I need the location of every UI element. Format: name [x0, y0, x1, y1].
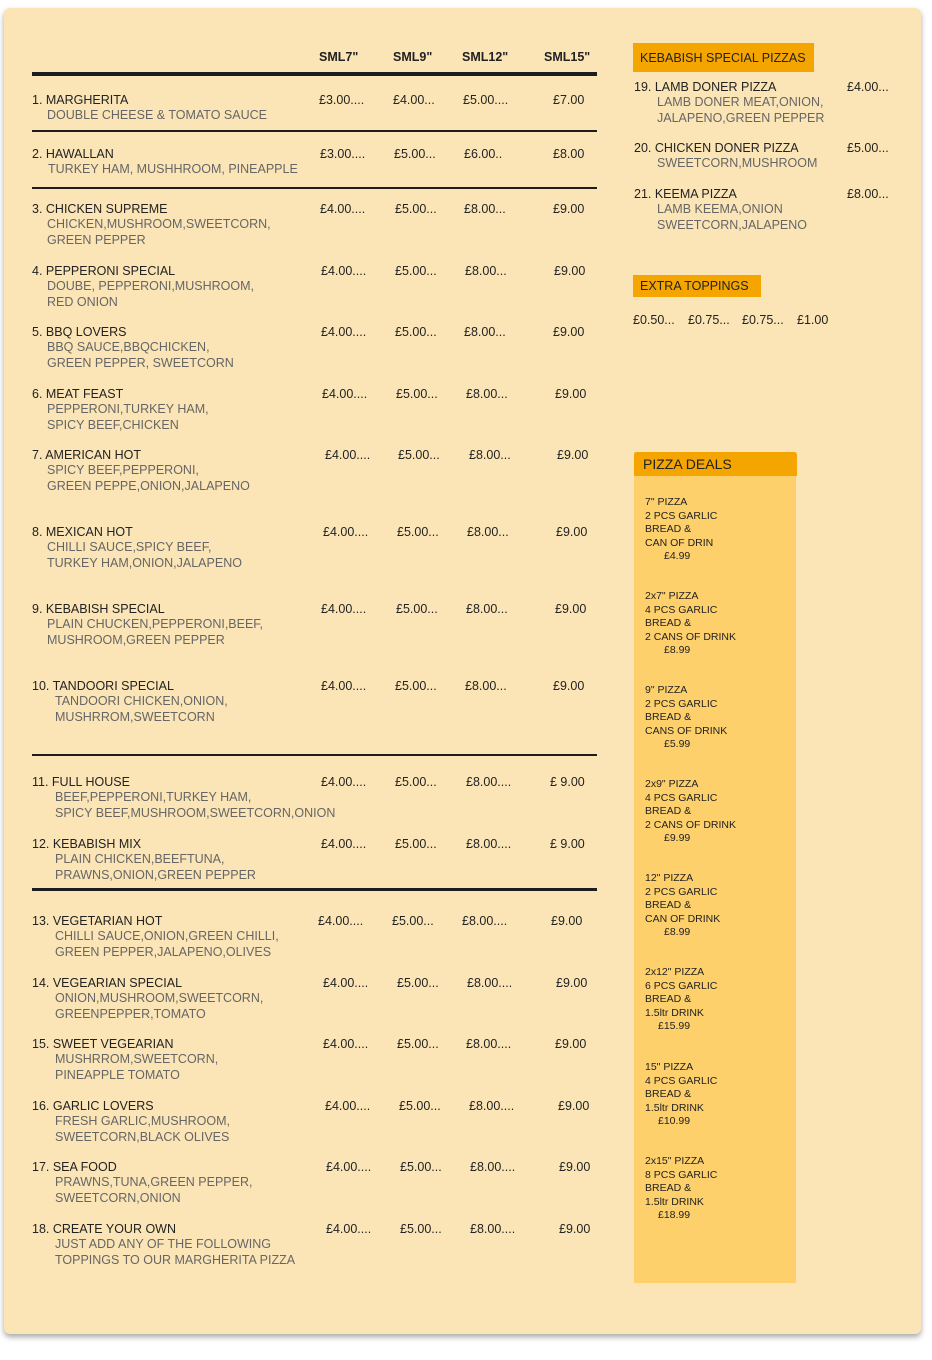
pizza-price: £4.00...	[393, 93, 435, 107]
deal-line: BREAD &	[645, 899, 692, 911]
pizza-price: £4.00....	[321, 837, 367, 851]
pizza-price: £8.00....	[466, 1037, 512, 1051]
pizza-price: £9.00	[559, 1222, 591, 1236]
pizza-description: SPICY BEEF,CHICKEN	[47, 417, 179, 432]
deal-price: £8.99	[664, 926, 691, 938]
pizza-name: 9. KEBABISH SPECIAL	[32, 602, 165, 616]
kebabish-pizza-name: 19. LAMB DONER PIZZA	[634, 80, 777, 94]
kebabish-pizza-price: £5.00...	[847, 141, 889, 155]
pizza-price: £4.00....	[321, 679, 367, 693]
deal-line: BREAD &	[645, 1182, 692, 1194]
deal-price: £4.99	[664, 550, 691, 562]
deal-line: BREAD &	[645, 805, 692, 817]
deal-line: 4 PCS GARLIC	[645, 603, 718, 616]
pizza-price: £8.00....	[467, 976, 513, 990]
deal-price: £8.99	[664, 644, 691, 656]
pizza-price: £5.00...	[395, 264, 437, 278]
deal-line: 8 PCS GARLIC	[645, 1168, 718, 1181]
pizza-name: 14. VEGEARIAN SPECIAL	[32, 976, 183, 990]
pizza-price: £5.00...	[397, 1037, 439, 1051]
extra-topping-price: £1.00	[797, 313, 829, 327]
kebabish-pizza-price: £8.00...	[847, 187, 889, 201]
pizza-description: SPICY BEEF,MUSHROOM,SWEETCORN,ONION	[55, 805, 336, 820]
pizza-deals-heading: PIZZA DEALS	[634, 452, 797, 476]
pizza-price: £8.00....	[466, 775, 512, 789]
deal-line: 2 PCS GARLIC	[645, 885, 718, 898]
pizza-description: PINEAPPLE TOMATO	[55, 1067, 180, 1082]
pizza-price: £8.00....	[466, 837, 512, 851]
column-header-sml15: SML15"	[544, 50, 591, 64]
deal-item	[645, 496, 717, 564]
deal-line: 2x15" PIZZA	[645, 1155, 705, 1167]
pizza-price: £4.00....	[323, 976, 369, 990]
pizza-name: 10. TANDOORI SPECIAL	[32, 679, 174, 693]
pizza-price: £5.00...	[396, 387, 438, 401]
pizza-price: £4.00....	[321, 602, 367, 616]
pizza-price: £9.00	[553, 202, 585, 216]
pizza-price: £4.00....	[321, 264, 367, 278]
pizza-price: £5.00...	[397, 976, 439, 990]
pizza-price: £9.00	[553, 679, 585, 693]
deal-item	[645, 1155, 717, 1223]
pizza-price: £5.00...	[400, 1160, 442, 1174]
pizza-price: £5.00...	[395, 837, 437, 851]
pizza-description: SWEETCORN,BLACK OLIVES	[55, 1129, 230, 1144]
pizza-price: £4.00....	[325, 1099, 371, 1113]
pizza-price: £5.00...	[395, 679, 437, 693]
deal-price: £5.99	[664, 738, 691, 750]
pizza-price: £4.00....	[326, 1160, 372, 1174]
pizza-name: 12. KEBABISH MIX	[32, 837, 142, 851]
kebabish-pizza-name: 20. CHICKEN DONER PIZZA	[634, 141, 799, 155]
deal-line: 2 PCS GARLIC	[645, 697, 718, 710]
kebabish-pizza-description: SWEETCORN,MUSHROOM	[657, 156, 818, 170]
deal-price: £10.99	[658, 1115, 691, 1127]
pizza-description: MUSHRROM,SWEETCORN,	[55, 1052, 219, 1066]
pizza-price: £4.00....	[320, 202, 366, 216]
pizza-price: £5.00...	[399, 1099, 441, 1113]
pizza-price: £4.00....	[321, 775, 367, 789]
pizza-description: FRESH GARLIC,MUSHROOM,	[55, 1114, 231, 1128]
deal-line: BREAD &	[645, 711, 692, 723]
pizza-description: TURKEY HAM, MUSHHROOM, PINEAPPLE	[48, 162, 298, 176]
deal-line: 6 PCS GARLIC	[645, 979, 718, 992]
kebabish-special-heading: KEBABISH SPECIAL PIZZAS	[633, 43, 814, 72]
pizza-description: ONION,MUSHROOM,SWEETCORN,	[55, 991, 264, 1005]
deal-price: £18.99	[658, 1209, 691, 1221]
pizza-price: £8.00...	[464, 325, 506, 339]
pizza-name: 11. FULL HOUSE	[32, 775, 130, 789]
pizza-price: £8.00...	[465, 264, 507, 278]
pizza-description: CHICKEN,MUSHROOM,SWEETCORN,	[47, 217, 271, 231]
pizza-price: £3.00....	[320, 147, 366, 161]
pizza-name: 13. VEGETARIAN HOT	[32, 914, 163, 928]
extra-toppings-heading: EXTRA TOPPINGS	[633, 275, 761, 297]
pizza-name: 18. CREATE YOUR OWN	[32, 1222, 177, 1236]
pizza-price: £ 9.00	[550, 775, 585, 789]
pizza-price: £8.00...	[466, 387, 508, 401]
pizza-price: £4.00....	[318, 914, 364, 928]
pizza-name: 3. CHICKEN SUPREME	[32, 202, 168, 216]
pizza-price: £4.00....	[322, 387, 368, 401]
pizza-description: GREEN PEPPER,JALAPENO,OLIVES	[55, 944, 272, 959]
kebabish-pizza-description: LAMB KEEMA,ONION	[657, 202, 783, 216]
deal-line: BREAD &	[645, 993, 692, 1005]
section-divider	[32, 754, 597, 756]
pizza-price: £9.00	[557, 448, 589, 462]
pizza-description: DOUBLE CHEESE & TOMATO SAUCE	[47, 108, 267, 122]
pizza-price: £9.00	[551, 914, 583, 928]
pizza-name: 1. MARGHERITA	[32, 93, 129, 107]
extra-topping-price: £0.50...	[633, 313, 675, 327]
kebabish-pizza-price: £4.00...	[847, 80, 889, 94]
pizza-description: MUSHROOM,GREEN PEPPER	[47, 632, 225, 647]
pizza-name: 2. HAWALLAN	[32, 147, 114, 161]
deal-item	[645, 590, 736, 658]
deal-line: CAN OF DRIN	[645, 536, 714, 549]
pizza-description: CHILLI SAUCE,SPICY BEEF,	[47, 540, 212, 554]
deal-line: 15" PIZZA	[645, 1061, 694, 1073]
pizza-description: PRAWNS,TUNA,GREEN PEPPER,	[55, 1175, 253, 1189]
pizza-price: £7.00	[553, 93, 585, 107]
pizza-price: £5.00....	[463, 93, 509, 107]
kebabish-pizza-description: SWEETCORN,JALAPENO	[657, 217, 808, 232]
extra-topping-price: £0.75...	[742, 313, 784, 327]
deal-line: 7" PIZZA	[645, 496, 688, 508]
deal-line: 2x7" PIZZA	[645, 590, 699, 602]
pizza-price: £5.00...	[397, 525, 439, 539]
pizza-price: £9.00	[555, 602, 587, 616]
pizza-price: £9.00	[555, 1037, 587, 1051]
deal-item	[645, 872, 720, 940]
pizza-price: £8.00...	[469, 448, 511, 462]
deal-line: 1.5ltr DRINK	[645, 1006, 704, 1019]
pizza-description: TURKEY HAM,ONION,JALAPENO	[47, 555, 242, 570]
pizza-description: BBQ SAUCE,BBQCHICKEN,	[47, 340, 210, 354]
pizza-price: £8.00...	[466, 602, 508, 616]
pizza-price: £5.00...	[392, 914, 434, 928]
pizza-price: £8.00	[553, 147, 585, 161]
pizza-price: £8.00....	[469, 1099, 515, 1113]
pizza-description: RED ONION	[47, 294, 118, 309]
pizza-price: £8.00....	[470, 1160, 516, 1174]
deal-line: CAN OF DRINK	[645, 912, 721, 925]
pizza-description: PRAWNS,ONION,GREEN PEPPER	[55, 867, 256, 882]
pizza-price: £9.00	[556, 976, 588, 990]
pizza-name: 8. MEXICAN HOT	[32, 525, 133, 539]
deal-line: 2 CANS OF DRINK	[645, 818, 737, 831]
header-divider	[32, 72, 597, 76]
pizza-price: £6.00..	[464, 147, 503, 161]
pizza-price: £4.00....	[326, 1222, 372, 1236]
pizza-description: JUST ADD ANY OF THE FOLLOWING	[55, 1237, 272, 1251]
pizza-price: £4.00....	[323, 1037, 369, 1051]
pizza-description: SWEETCORN,ONION	[55, 1190, 181, 1205]
pizza-name: 15. SWEET VEGEARIAN	[32, 1037, 174, 1051]
deal-item	[645, 966, 717, 1034]
pizza-name: 17. SEA FOOD	[32, 1160, 117, 1174]
pizza-description: CHILLI SAUCE,ONION,GREEN CHILLI,	[55, 929, 279, 943]
deal-line: 12" PIZZA	[645, 872, 694, 884]
deal-line: 2 CANS OF DRINK	[645, 630, 737, 643]
pizza-price: £8.00...	[465, 679, 507, 693]
extra-topping-price: £0.75...	[688, 313, 730, 327]
pizza-description: SPICY BEEF,PEPPERONI,	[47, 463, 199, 477]
pizza-name: 7. AMERICAN HOT	[32, 448, 142, 462]
pizza-price: £5.00...	[398, 448, 440, 462]
pizza-price: £9.00	[554, 264, 586, 278]
deal-line: 4 PCS GARLIC	[645, 1074, 718, 1087]
pizza-description: MUSHRROM,SWEETCORN	[55, 709, 215, 724]
pizza-price: £ 9.00	[550, 837, 585, 851]
pizza-name: 4. PEPPERONI SPECIAL	[32, 264, 176, 278]
pizza-price: £8.00...	[464, 202, 506, 216]
deal-price: £9.99	[664, 832, 691, 844]
pizza-price: £8.00....	[470, 1222, 516, 1236]
kebabish-pizza-description: LAMB DONER MEAT,ONION,	[657, 95, 824, 109]
pizza-description: TANDOORI CHICKEN,ONION,	[55, 694, 228, 708]
deal-item	[645, 684, 727, 752]
pizza-description: BEEF,PEPPERONI,TURKEY HAM,	[55, 790, 252, 804]
section-divider	[32, 130, 597, 132]
pizza-description: PLAIN CHUCKEN,PEPPERONI,BEEF,	[47, 617, 264, 631]
column-header-sml12: SML12"	[462, 50, 509, 64]
pizza-description: PLAIN CHICKEN,BEEFTUNA,	[55, 852, 225, 866]
pizza-price: £5.00...	[395, 202, 437, 216]
pizza-description: GREEN PEPPER	[47, 232, 146, 247]
pizza-price: £8.00...	[467, 525, 509, 539]
pizza-price: £5.00...	[394, 147, 436, 161]
pizza-price: £4.00....	[323, 525, 369, 539]
pizza-price: £5.00...	[395, 775, 437, 789]
pizza-price: £9.00	[555, 387, 587, 401]
pizza-price: £9.00	[559, 1160, 591, 1174]
kebabish-pizza-name: 21. KEEMA PIZZA	[634, 187, 737, 201]
pizza-description: TOPPINGS TO OUR MARGHERITA PIZZA	[55, 1252, 296, 1267]
pizza-name: 5. BBQ LOVERS	[32, 325, 127, 339]
deal-line: 4 PCS GARLIC	[645, 791, 718, 804]
deal-line: BREAD &	[645, 617, 692, 629]
column-header-sml9: SML9"	[393, 50, 433, 64]
pizza-price: £4.00....	[325, 448, 371, 462]
deal-line: 9" PIZZA	[645, 684, 688, 696]
pizza-price: £8.00....	[462, 914, 508, 928]
pizza-price: £4.00....	[321, 325, 367, 339]
deal-line: CANS OF DRINK	[645, 724, 728, 737]
section-divider	[32, 187, 597, 189]
pizza-description: GREENPEPPER,TOMATO	[55, 1006, 206, 1021]
pizza-description: GREEN PEPPE,ONION,JALAPENO	[47, 478, 250, 493]
pizza-description: PEPPERONI,TURKEY HAM,	[47, 402, 209, 416]
pizza-price: £9.00	[553, 325, 585, 339]
deal-line: 2x9" PIZZA	[645, 778, 699, 790]
deal-line: BREAD &	[645, 523, 692, 535]
section-divider	[32, 888, 597, 891]
pizza-price: £5.00...	[396, 602, 438, 616]
deal-item	[645, 778, 736, 846]
pizza-description: DOUBE, PEPPERONI,MUSHROOM,	[47, 279, 254, 293]
pizza-price: £5.00...	[395, 325, 437, 339]
deal-line: 1.5ltr DRINK	[645, 1101, 704, 1114]
pizza-price: £3.00....	[319, 93, 365, 107]
pizza-name: 6. MEAT FEAST	[32, 387, 124, 401]
deal-line: 2 PCS GARLIC	[645, 509, 718, 522]
pizza-name: 16. GARLIC LOVERS	[32, 1099, 154, 1113]
pizza-description: GREEN PEPPER, SWEETCORN	[47, 355, 234, 370]
deal-line: 2x12" PIZZA	[645, 966, 705, 978]
deal-line: BREAD &	[645, 1088, 692, 1100]
pizza-price: £5.00...	[400, 1222, 442, 1236]
deal-line: 1.5ltr DRINK	[645, 1195, 704, 1208]
deal-price: £15.99	[658, 1020, 691, 1032]
column-header-sml7: SML7"	[319, 50, 359, 64]
pizza-price: £9.00	[558, 1099, 590, 1113]
deal-item	[645, 1061, 717, 1129]
pizza-price: £9.00	[556, 525, 588, 539]
kebabish-pizza-description: JALAPENO,GREEN PEPPER	[657, 110, 825, 125]
